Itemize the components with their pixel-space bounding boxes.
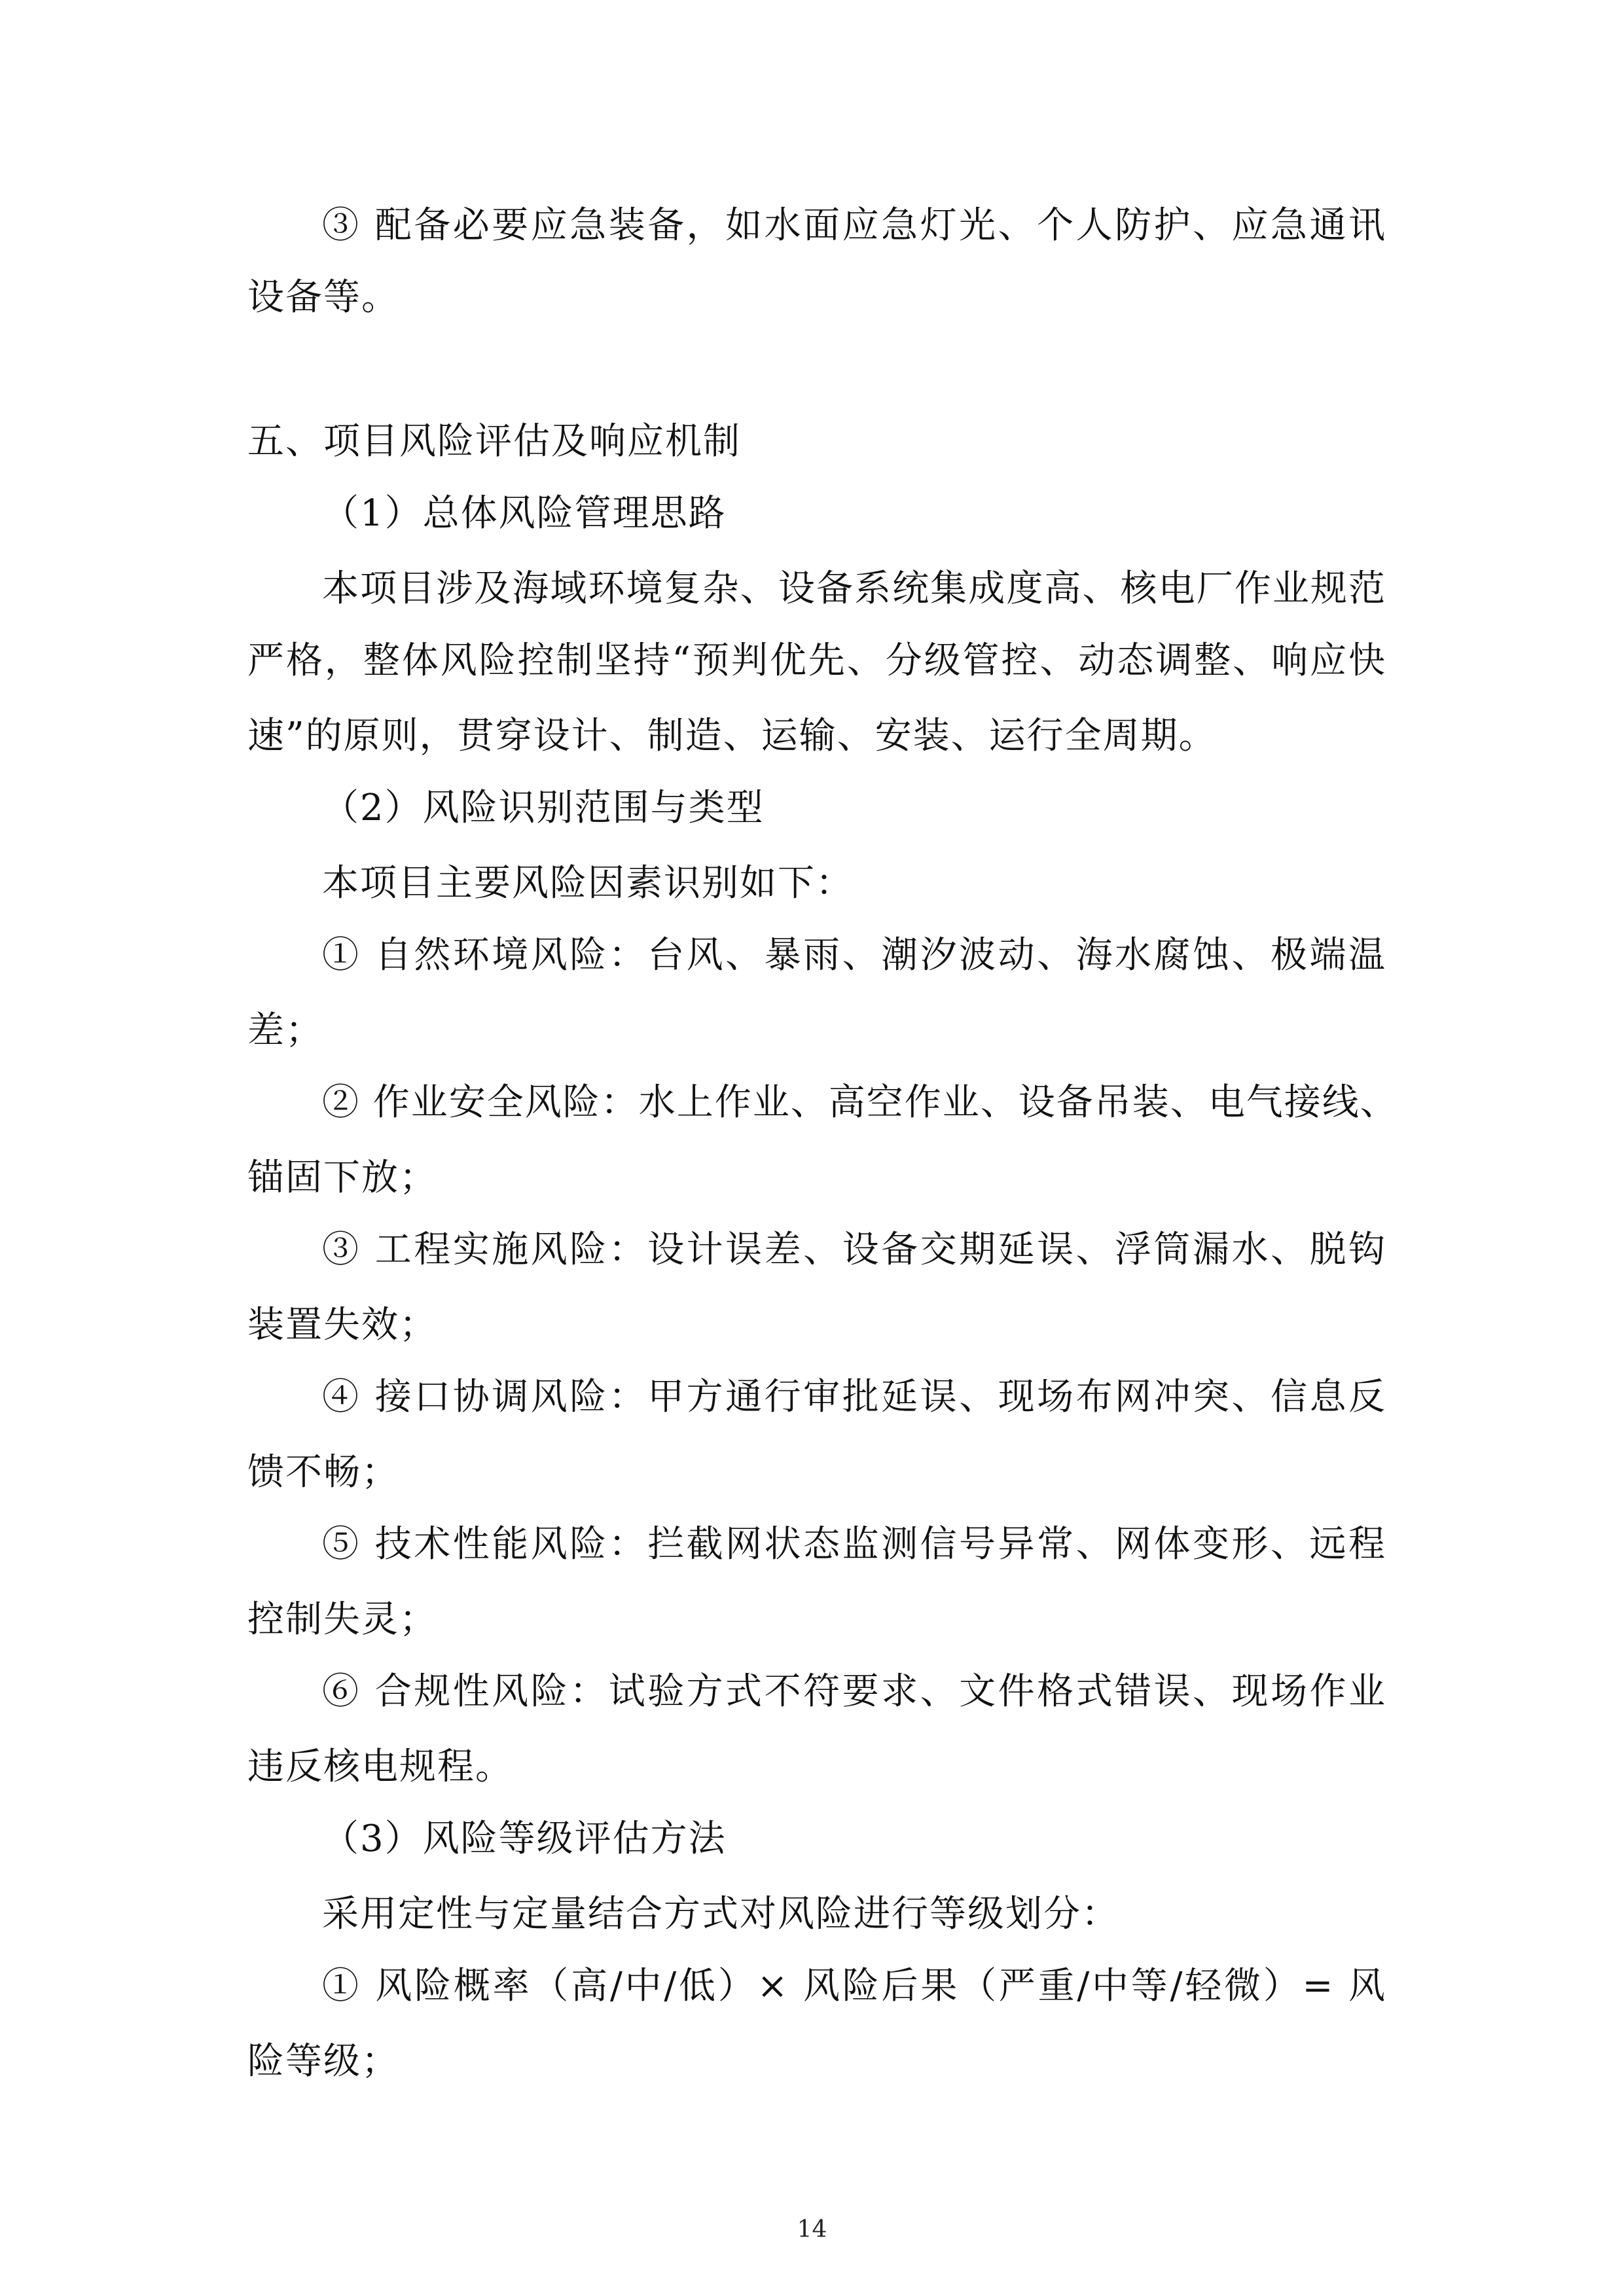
risk-item-interface-line-1: ④ 接口协调风险：甲方通行审批延误、现场布网冲突、信息反 [322,1376,1386,1418]
item-emergency-equipment-line-2: 设备等。 [247,276,399,319]
paragraph-overall-risk-line-2: 严格，整体风险控制坚持“预判优先、分级管控、动态调整、响应快 [247,639,1386,682]
risk-item-operation-line-1: ② 作业安全风险：水上作业、高空作业、设备吊装、电气接线、 [322,1081,1398,1124]
subheading-risk-level-method: （3）风险等级评估方法 [322,1818,727,1860]
risk-item-natural-line-1: ① 自然环境风险：台风、暴雨、潮汐波动、海水腐蚀、极端温 [322,934,1386,977]
subheading-risk-identification: （2）风险识别范围与类型 [322,787,765,829]
risk-item-interface-line-2: 馈不畅； [247,1451,399,1494]
risk-item-natural-line-2: 差； [247,1009,323,1052]
paragraph-risk-identification-intro: 本项目主要风险因素识别如下： [322,862,854,905]
risk-level-formula-line-1: ① 风险概率（高/中/低）× 风险后果（严重/中等/轻微）= 风 [322,1965,1386,2007]
section-heading-risk-assessment: 五、项目风险评估及响应机制 [247,420,741,463]
paragraph-overall-risk-line-3: 速”的原则，贯穿设计、制造、运输、安装、运行全周期。 [247,715,1217,757]
risk-item-technical-line-2: 控制失灵； [247,1598,437,1641]
risk-item-compliance-line-1: ⑥ 合规性风险：试验方式不符要求、文件格式错误、现场作业 [322,1670,1386,1713]
item-emergency-equipment-line-1: ③ 配备必要应急装备，如水面应急灯光、个人防护、应急通讯 [322,204,1386,247]
risk-item-engineering-line-2: 装置失效； [247,1304,437,1346]
subheading-overall-risk-management: （1）总体风险管理思路 [322,492,727,535]
page-number: 14 [797,2216,827,2243]
risk-item-operation-line-2: 锚固下放； [247,1157,437,1199]
risk-item-engineering-line-1: ③ 工程实施风险：设计误差、设备交期延误、浮筒漏水、脱钩 [322,1229,1386,1271]
paragraph-overall-risk-line-1: 本项目涉及海域环境复杂、设备系统集成度高、核电厂作业规范 [322,567,1386,610]
risk-level-formula-line-2: 险等级； [247,2040,399,2083]
risk-item-technical-line-1: ⑤ 技术性能风险：拦截网状态监测信号异常、网体变形、远程 [322,1523,1386,1566]
risk-item-compliance-line-2: 违反核电规程。 [247,1746,513,1788]
paragraph-risk-level-intro: 采用定性与定量结合方式对风险进行等级划分： [322,1893,1119,1935]
